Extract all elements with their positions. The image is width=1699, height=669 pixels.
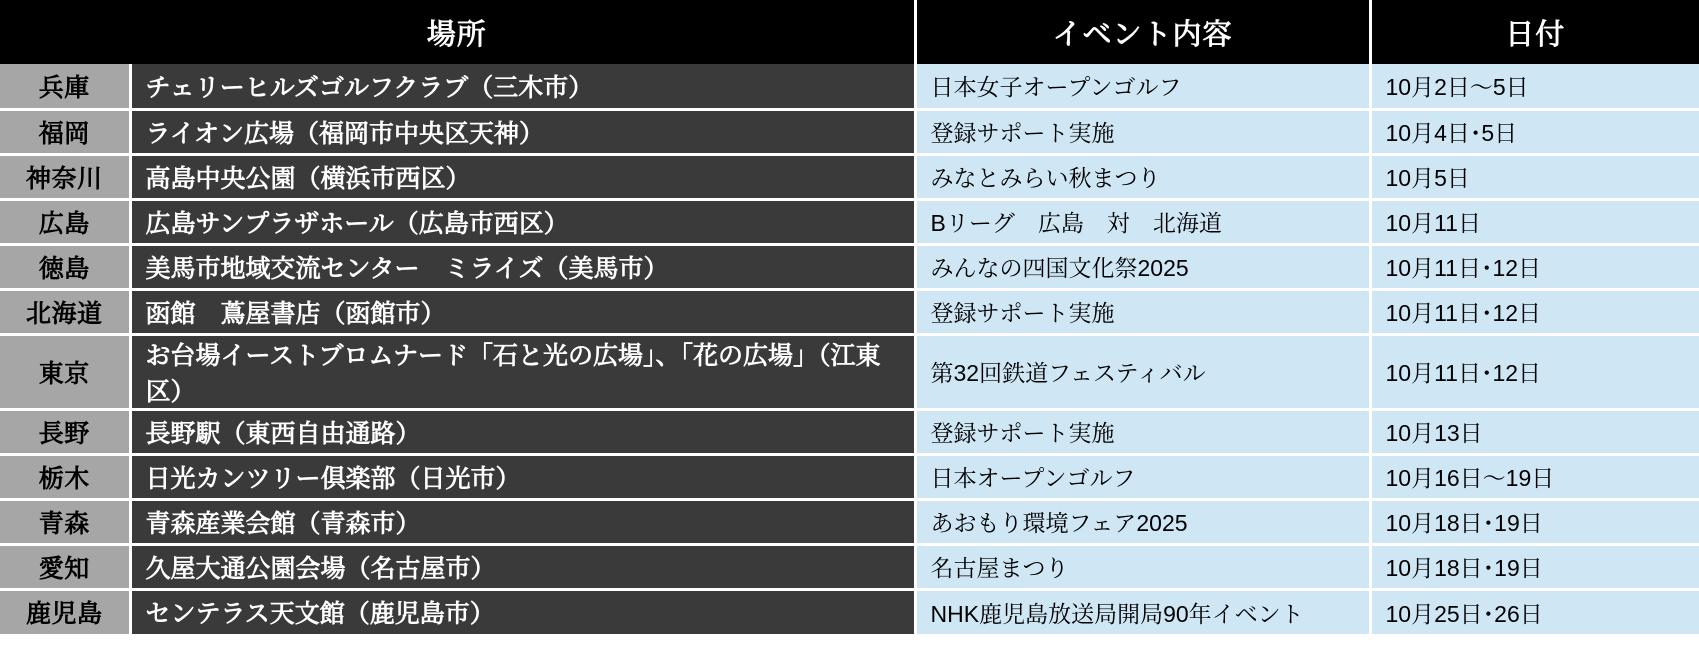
- cell-place: センテラス天文館（鹿児島市）: [130, 589, 915, 634]
- cell-event: Bリーグ 広島 対 北海道: [915, 199, 1370, 244]
- cell-prefecture: 東京: [0, 334, 130, 409]
- cell-place: 高島中央公園（横浜市西区）: [130, 154, 915, 199]
- cell-date: 10月18日･19日: [1370, 499, 1699, 544]
- cell-place: チェリーヒルズゴルフクラブ（三木市）: [130, 64, 915, 109]
- table-row: [0, 499, 1699, 544]
- cell-event: 日本女子オープンゴルフ: [915, 64, 1370, 109]
- table-row: [0, 199, 1699, 244]
- cell-place: ライオン広場（福岡市中央区天神）: [130, 109, 915, 154]
- column-header-date: 日付: [1370, 0, 1699, 64]
- cell-place: 広島サンプラザホール（広島市西区）: [130, 199, 915, 244]
- cell-event: NHK鹿児島放送局開局90年イベント: [915, 589, 1370, 634]
- cell-prefecture: 鹿児島: [0, 589, 130, 634]
- cell-prefecture: 青森: [0, 499, 130, 544]
- cell-date: 10月18日･19日: [1370, 544, 1699, 589]
- table-row: [0, 409, 1699, 454]
- cell-date: 10月5日: [1370, 154, 1699, 199]
- table-body: [0, 64, 1699, 634]
- cell-place: 久屋大通公園会場（名古屋市）: [130, 544, 915, 589]
- cell-event: 登録サポート実施: [915, 289, 1370, 334]
- cell-date: 10月13日: [1370, 409, 1699, 454]
- cell-event: 名古屋まつり: [915, 544, 1370, 589]
- cell-date: 10月11日･12日: [1370, 334, 1699, 409]
- cell-event: 登録サポート実施: [915, 109, 1370, 154]
- cell-place: お台場イーストブロムナード「石と光の広場」、「花の広場」（江東区）: [130, 334, 915, 409]
- cell-date: 10月11日: [1370, 199, 1699, 244]
- cell-prefecture: 広島: [0, 199, 130, 244]
- cell-place: 長野駅（東西自由通路）: [130, 409, 915, 454]
- cell-place: 函館 蔦屋書店（函館市）: [130, 289, 915, 334]
- cell-date: 10月11日･12日: [1370, 289, 1699, 334]
- cell-prefecture: 神奈川: [0, 154, 130, 199]
- cell-date: 10月16日〜19日: [1370, 454, 1699, 499]
- table-row: [0, 244, 1699, 289]
- cell-prefecture: 北海道: [0, 289, 130, 334]
- cell-prefecture: 栃木: [0, 454, 130, 499]
- cell-date: 10月2日〜5日: [1370, 64, 1699, 109]
- cell-place: 美馬市地域交流センター ミライズ（美馬市）: [130, 244, 915, 289]
- cell-date: 10月11日･12日: [1370, 244, 1699, 289]
- table-row: [0, 334, 1699, 409]
- cell-event: 第32回鉄道フェスティバル: [915, 334, 1370, 409]
- cell-prefecture: 愛知: [0, 544, 130, 589]
- cell-prefecture: 兵庫: [0, 64, 130, 109]
- table-row: [0, 154, 1699, 199]
- column-header-event: イベント内容: [915, 0, 1370, 64]
- cell-event: 日本オープンゴルフ: [915, 454, 1370, 499]
- table-header-row: [0, 0, 1699, 64]
- cell-event: みなとみらい秋まつり: [915, 154, 1370, 199]
- cell-date: 10月4日･5日: [1370, 109, 1699, 154]
- table-row: [0, 64, 1699, 109]
- cell-place: 青森産業会館（青森市）: [130, 499, 915, 544]
- cell-prefecture: 徳島: [0, 244, 130, 289]
- column-header-place: 場所: [0, 0, 915, 64]
- table-row: [0, 109, 1699, 154]
- cell-event: みんなの四国文化祭2025: [915, 244, 1370, 289]
- table-row: [0, 544, 1699, 589]
- cell-date: 10月25日･26日: [1370, 589, 1699, 634]
- cell-event: あおもり環境フェア2025: [915, 499, 1370, 544]
- table-row: [0, 289, 1699, 334]
- table-row: [0, 589, 1699, 634]
- table-row: [0, 454, 1699, 499]
- cell-prefecture: 長野: [0, 409, 130, 454]
- cell-place: 日光カンツリー倶楽部（日光市）: [130, 454, 915, 499]
- table-header: [0, 0, 1699, 64]
- cell-prefecture: 福岡: [0, 109, 130, 154]
- cell-event: 登録サポート実施: [915, 409, 1370, 454]
